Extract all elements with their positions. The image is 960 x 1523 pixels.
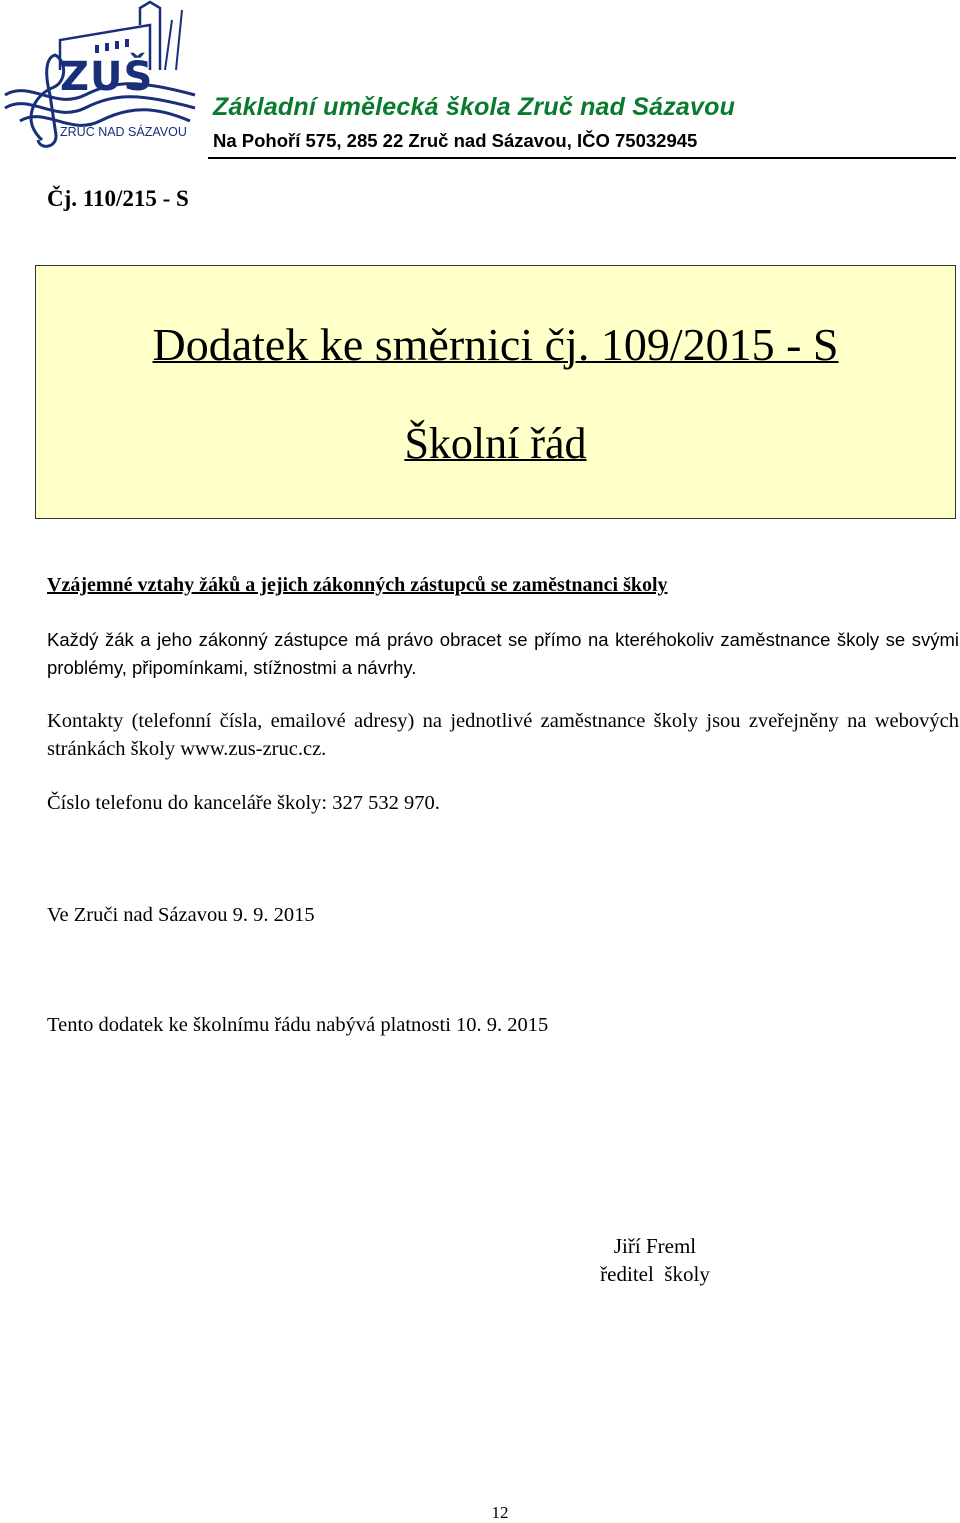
reference-number: Čj. 110/215 - S — [47, 186, 189, 211]
document-subtitle: Školní řád — [404, 419, 587, 468]
logo-text: ZUŠ — [60, 54, 154, 100]
paragraph-contacts: Kontakty (telefonní čísla, emailové adresy) na jednotlivé zaměstnance školy jsou zveřejněny na webových stránkách školy www.zus-zruc.cz. — [47, 710, 959, 760]
signature-role: ředitel školy — [600, 1262, 710, 1286]
signature-block — [560, 1232, 750, 1288]
school-logo — [0, 0, 200, 160]
validity-statement: Tento dodatek ke školnímu řádu nabývá platnosti 10. 9. 2015 — [47, 1014, 549, 1036]
title-box — [35, 265, 956, 519]
logo-subtext: ZRUČ NAD SÁZAVOU — [60, 125, 187, 139]
page-number: 12 — [491, 1503, 509, 1522]
signature-name: Jiří Freml — [613, 1234, 697, 1258]
section-heading: Vzájemné vztahy žáků a jejich zákonných zástupců se zaměstnanci školy — [47, 574, 668, 596]
document-title: Dodatek ke směrnici čj. 109/2015 - S — [152, 319, 839, 370]
paragraph-phone: Číslo telefonu do kanceláře školy: 327 532 970. — [47, 792, 440, 814]
place-date: Ve Zruči nad Sázavou 9. 9. 2015 — [47, 904, 315, 926]
school-name: Základní umělecká škola Zruč nad Sázavou — [213, 93, 736, 121]
header-divider — [208, 157, 956, 159]
school-address: Na Pohoří 575, 285 22 Zruč nad Sázavou, IČO 75032945 — [213, 130, 698, 151]
paragraph-rights: Každý žák a jeho zákonný zástupce má právo obracet se přímo na kteréhokoliv zaměstnance školy se svými problémy, připomínkami, stížnostmi a návrhy. — [47, 629, 959, 678]
